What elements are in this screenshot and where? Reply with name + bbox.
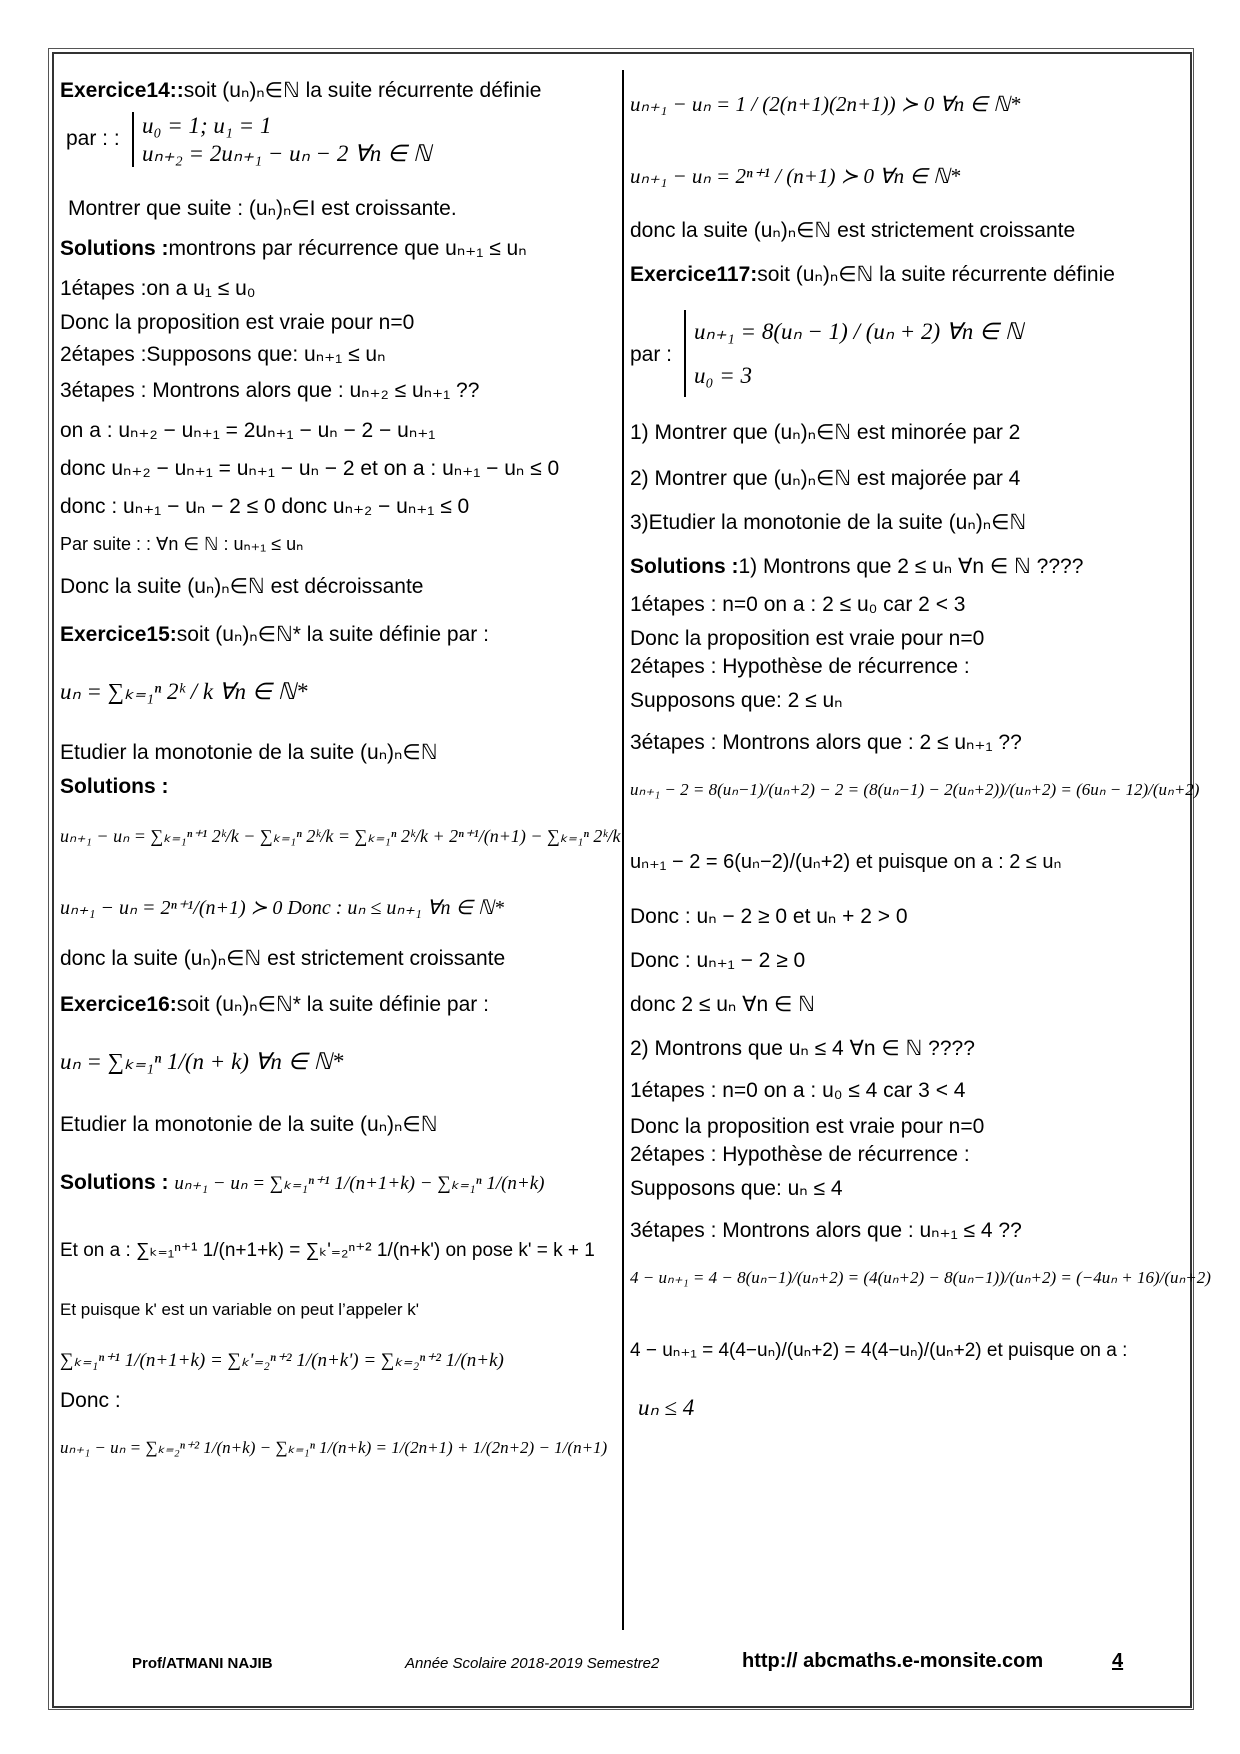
right-line-1: uₙ₊₁ − uₙ = 1 / (2(n+1)(2n+1)) ≻ 0 ∀n ∈ ℕ* [630,92,1021,116]
solution-117-part-1: 1) Montrons que 2 ≤ uₙ ∀n ∈ ℕ ???? [738,555,1084,578]
calc-line-1: on a : uₙ₊₂ − uₙ₊₁ = 2uₙ₊₁ − uₙ − 2 − uₙ₊₁ [60,419,436,442]
calc-line-3: donc : uₙ₊₁ − uₙ − 2 ≤ 0 donc uₙ₊₂ − uₙ₊₁ ≤ 0 [60,495,470,518]
solution-14 [60,236,527,261]
step-1: 1étapes :on a u₁ ≤ u₀ [60,277,256,300]
solution-14-text: montrons par récurrence que uₙ₊₁ ≤ uₙ [168,237,527,260]
exercise-117-header [630,262,1115,287]
part1-calc-2: uₙ₊₁ − 2 = 6(uₙ−2)/(uₙ+2) et puisque on a : 2 ≤ uₙ [630,851,1062,873]
exercise-14-conclusion: Donc la suite (uₙ)ₙ∈ℕ est décroissante [60,575,424,598]
part1-calc-1: uₙ₊₁ − 2 = 8(uₙ−1)/(uₙ+2) − 2 = (8(uₙ−1) − 2(uₙ+2))/(uₙ+2) = (6uₙ − 12)/(uₙ+2) [630,780,1200,799]
exercise-117-intro: soit (uₙ)ₙ∈ℕ la suite récurrente définie [757,263,1115,286]
exercise-16-intro: soit (uₙ)ₙ∈ℕ* la suite définie par : [176,993,489,1016]
solution-117 [630,554,1083,579]
par-suite-line: Par suite : : ∀n ∈ ℕ : uₙ₊₁ ≤ uₙ [60,534,304,554]
part2-hypothesis: Supposons que: uₙ ≤ 4 [630,1177,843,1200]
question-1: 1) Montrer que (uₙ)ₙ∈ℕ est minorée par 2 [630,421,1021,444]
exercise-14-system [132,112,431,167]
exercise-117-par: par : [630,343,673,366]
footer-year: Année Scolaire 2018-2019 Semestre2 [405,1655,660,1672]
exercise-16-question: Etudier la monotonie de la suite (uₙ)ₙ∈ℕ [60,1113,438,1136]
solution-16-line-2: Et on a : ∑ₖ₌₁ⁿ⁺¹ 1/(n+1+k) = ∑ₖ'₌₂ⁿ⁺² 1/(n+k') on pose k' = k + 1 [60,1240,595,1261]
step-3: 3étapes : Montrons alors que : uₙ₊₂ ≤ uₙ₊₁ ?? [60,379,480,402]
system-line-1: u₀ = 1; u₁ = 1 [142,113,272,138]
part1-hypothesis: Supposons que: 2 ≤ uₙ [630,689,843,712]
exercise-16-definition: uₙ = ∑ₖ₌₁ⁿ 1/(n + k) ∀n ∈ ℕ* [60,1049,344,1074]
page-number: 4 [1112,1650,1124,1672]
solution-16-line-1: uₙ₊₁ − uₙ = ∑ₖ₌₁ⁿ⁺¹ 1/(n+1+k) − ∑ₖ₌₁ⁿ 1/(n+k) [174,1173,545,1194]
footer-author: Prof/ATMANI NAJIB [132,1655,273,1672]
part2-step-1-conclusion: Donc la proposition est vraie pour n=0 [630,1115,985,1138]
exercise-16-title: Exercice16: [60,993,177,1016]
part2-step-2: 2étapes : Hypothèse de récurrence : [630,1143,970,1166]
exercise-15-header [60,622,489,647]
part1-step-2: 2étapes : Hypothèse de récurrence : [630,655,970,678]
calc-line-2: donc uₙ₊₂ − uₙ₊₁ = uₙ₊₁ − uₙ − 2 et on a : uₙ₊₁ − uₙ ≤ 0 [60,457,560,480]
solution-14-label: Solutions : [60,237,169,260]
system-117-line-2: u₀ = 3 [694,362,753,388]
solution-117-part-2: 2) Montrons que uₙ ≤ 4 ∀n ∈ ℕ ???? [630,1037,975,1060]
system-line-2: uₙ₊₂ = 2uₙ₊₁ − uₙ − 2 ∀n ∈ ℕ [142,140,432,166]
exercise-117-system [684,310,1023,397]
part2-step-1: 1étapes : n=0 on a : u₀ ≤ 4 car 3 < 4 [630,1079,966,1102]
column-divider [622,70,624,1630]
solution-16 [60,1170,545,1196]
part1-step-1: 1étapes : n=0 on a : 2 ≤ u₀ car 2 < 3 [630,593,966,616]
part2-calc-3: uₙ ≤ 4 [638,1395,695,1420]
part1-calc-4: Donc : uₙ₊₁ − 2 ≥ 0 [630,949,806,972]
exercise-16-header [60,992,489,1017]
solution-15-line-1: uₙ₊₁ − uₙ = ∑ₖ₌₁ⁿ⁺¹ 2ᵏ/k − ∑ₖ₌₁ⁿ 2ᵏ/k = ∑ₖ₌₁ⁿ 2ᵏ/k + 2ⁿ⁺¹/(n+1) − ∑ₖ₌₁ⁿ 2ᵏ/k [60,826,621,846]
solution-15-label: Solutions : [60,775,169,798]
part2-calc-1: 4 − uₙ₊₁ = 4 − 8(uₙ−1)/(uₙ+2) = (4(uₙ+2) − 8(uₙ−1))/(uₙ+2) = (−4uₙ + 16)/(uₙ+2) [630,1268,1211,1287]
exercise-15-conclusion: donc la suite (uₙ)ₙ∈ℕ est strictement croissante [60,947,506,970]
exercise-15-title: Exercice15: [60,623,177,646]
right-conclusion: donc la suite (uₙ)ₙ∈ℕ est strictement croissante [630,219,1076,242]
solution-16-line-4: ∑ₖ₌₁ⁿ⁺¹ 1/(n+1+k) = ∑ₖ'₌₂ⁿ⁺² 1/(n+k') = ∑ₖ₌₂ⁿ⁺² 1/(n+k) [60,1350,504,1371]
exercise-15-intro: soit (uₙ)ₙ∈ℕ* la suite définie par : [176,623,489,646]
exercise-14-header [60,78,541,103]
part1-step-1-conclusion: Donc la proposition est vraie pour n=0 [630,627,985,650]
question-3: 3)Etudier la monotonie de la suite (uₙ)ₙ∈ℕ [630,511,1027,534]
solution-16-label: Solutions : [60,1171,169,1194]
exercise-14-title: Exercice14:: [60,79,184,102]
part2-calc-2: 4 − uₙ₊₁ = 4(4−uₙ)/(uₙ+2) = 4(4−uₙ)/(uₙ+2) et puisque on a : [630,1340,1128,1361]
solution-16-donc: Donc : [60,1389,121,1412]
footer-url[interactable]: http:// abcmaths.e-monsite.com [742,1650,1044,1672]
system-117-line-1: uₙ₊₁ = 8(uₙ − 1) / (uₙ + 2) ∀n ∈ ℕ [694,319,1024,344]
question-2: 2) Montrer que (uₙ)ₙ∈ℕ est majorée par 4 [630,467,1021,490]
exercise-14-question: Montrer que suite : (uₙ)ₙ∈I est croissante. [68,197,457,220]
part2-step-3: 3étapes : Montrons alors que : uₙ₊₁ ≤ 4 ?? [630,1219,1022,1242]
right-line-2: uₙ₊₁ − uₙ = 2ⁿ⁺¹ / (n+1) ≻ 0 ∀n ∈ ℕ* [630,164,961,188]
step-2: 2étapes :Supposons que: uₙ₊₁ ≤ uₙ [60,343,386,366]
exercise-14-par: par : : [66,127,120,150]
solution-16-line-3: Et puisque k' est un variable on peut l’appeler k' [60,1300,419,1319]
solution-16-line-5: uₙ₊₁ − uₙ = ∑ₖ₌₂ⁿ⁺² 1/(n+k) − ∑ₖ₌₁ⁿ 1/(n+k) = 1/(2n+1) + 1/(2n+2) − 1/(n+1) [60,1438,608,1457]
solution-117-label: Solutions : [630,555,739,578]
exercise-15-definition: uₙ = ∑ₖ₌₁ⁿ 2ᵏ / k ∀n ∈ ℕ* [60,679,308,704]
exercise-117-title: Exercice117: [630,263,758,286]
part1-conclusion: donc 2 ≤ uₙ ∀n ∈ ℕ [630,993,815,1016]
solution-15-line-2: uₙ₊₁ − uₙ = 2ⁿ⁺¹/(n+1) ≻ 0 Donc : uₙ ≤ uₙ₊₁ ∀n ∈ ℕ* [60,897,504,919]
exercise-15-question: Etudier la monotonie de la suite (uₙ)ₙ∈ℕ [60,741,438,764]
part1-step-3: 3étapes : Montrons alors que : 2 ≤ uₙ₊₁ ?? [630,731,1022,754]
exercise-14-intro: soit (uₙ)ₙ∈ℕ la suite récurrente définie [183,79,542,102]
part1-calc-3: Donc : uₙ − 2 ≥ 0 et uₙ + 2 > 0 [630,905,908,928]
step-1-conclusion: Donc la proposition est vraie pour n=0 [60,311,415,334]
